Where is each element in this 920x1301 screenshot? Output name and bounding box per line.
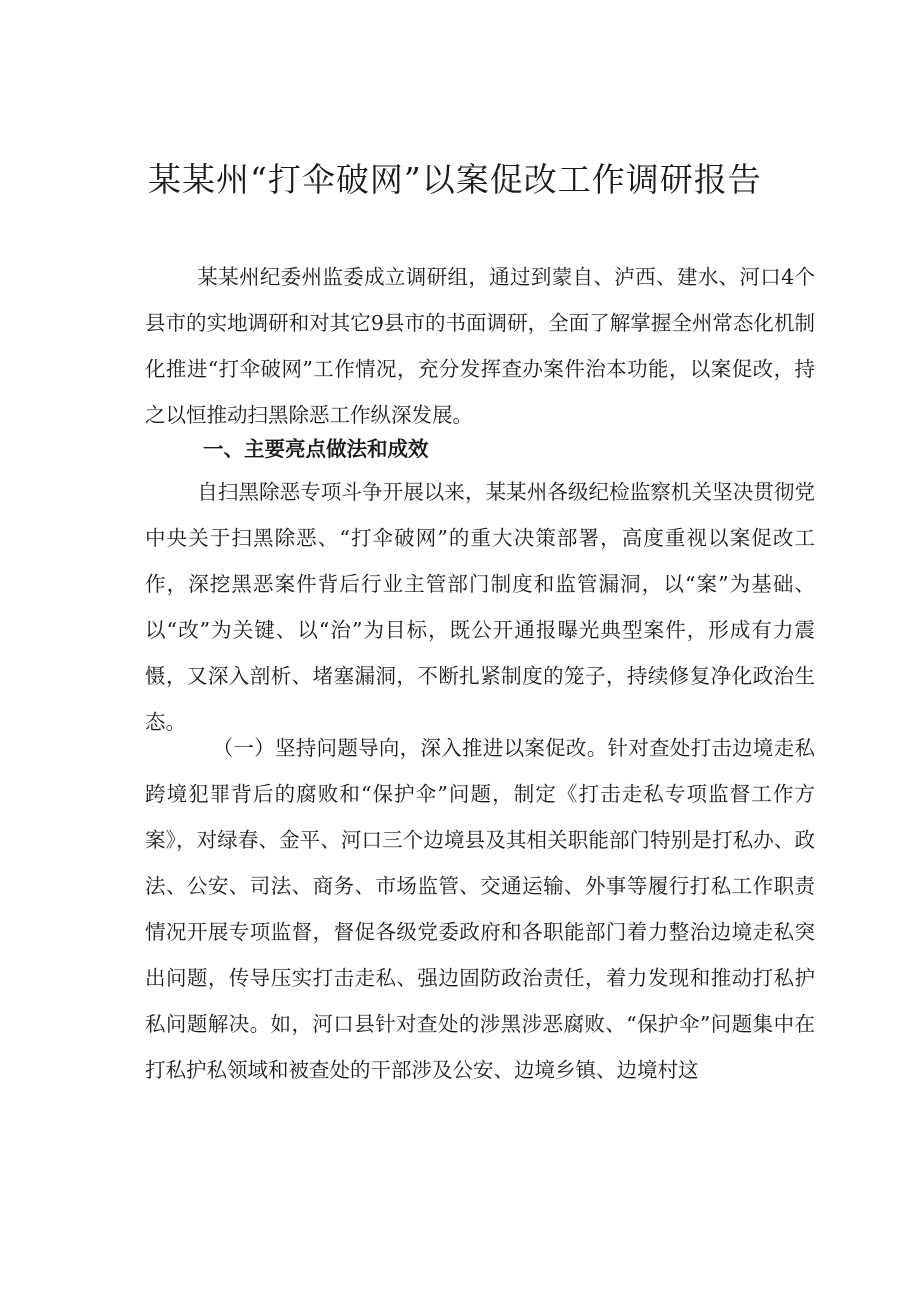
document-title: 某某州“打伞破网”以案促改工作调研报告	[148, 160, 762, 199]
intro-paragraph: 某某州纪委州监委成立调研组，通过到蒙自、泸西、建水、河口4个县市的实地调研和对其它9县市的书面调研，全面了解掌握全州常态化机制化推进“打伞破网”工作情况，充分发挥查办案件治本功能，以案促改，持之以恒推动扫黑除恶工作纵深发展。	[145, 265, 815, 427]
subsection-paragraph: （一）坚持问题导向，深入推进以案促改。针对查处打击边境走私跨境犯罪背后的腐败和“保护伞”问题，制定《打击走私专项监督工作方案》，对绿春、金平、河口三个边境县及其相关职能部门特别是打私办、政法、公安、司法、商务、市场监管、交通运输、外事等履行打私工作职责情况开展专项监督，督促各级党委政府和各职能部门着力整治边境走私突出问题，传导压实打击走私、强边固防政治责任，着力发现和推动打私护私问题解决。如，河口县针对查处的涉黑涉恶腐败、“保护伞”问题集中在打私护私领域和被查处的干部涉及公安、边境乡镇、边境村这	[145, 736, 815, 1082]
section-heading: 一、主要亮点做法和成效	[203, 437, 429, 461]
section-paragraph: 自扫黑除恶专项斗争开展以来，某某州各级纪检监察机关坚决贯彻党中央关于扫黑除恶、“打伞破网”的重大决策部署，高度重视以案促改工作，深挖黑恶案件背后行业主管部门制度和监管漏洞，以“案”为基础、以“改”为关键、以“治”为目标，既公开通报曝光典型案件，形成有力震慑，又深入剖析、堵塞漏洞，不断扎紧制度的笼子，持续修复净化政治生态。	[145, 480, 815, 734]
